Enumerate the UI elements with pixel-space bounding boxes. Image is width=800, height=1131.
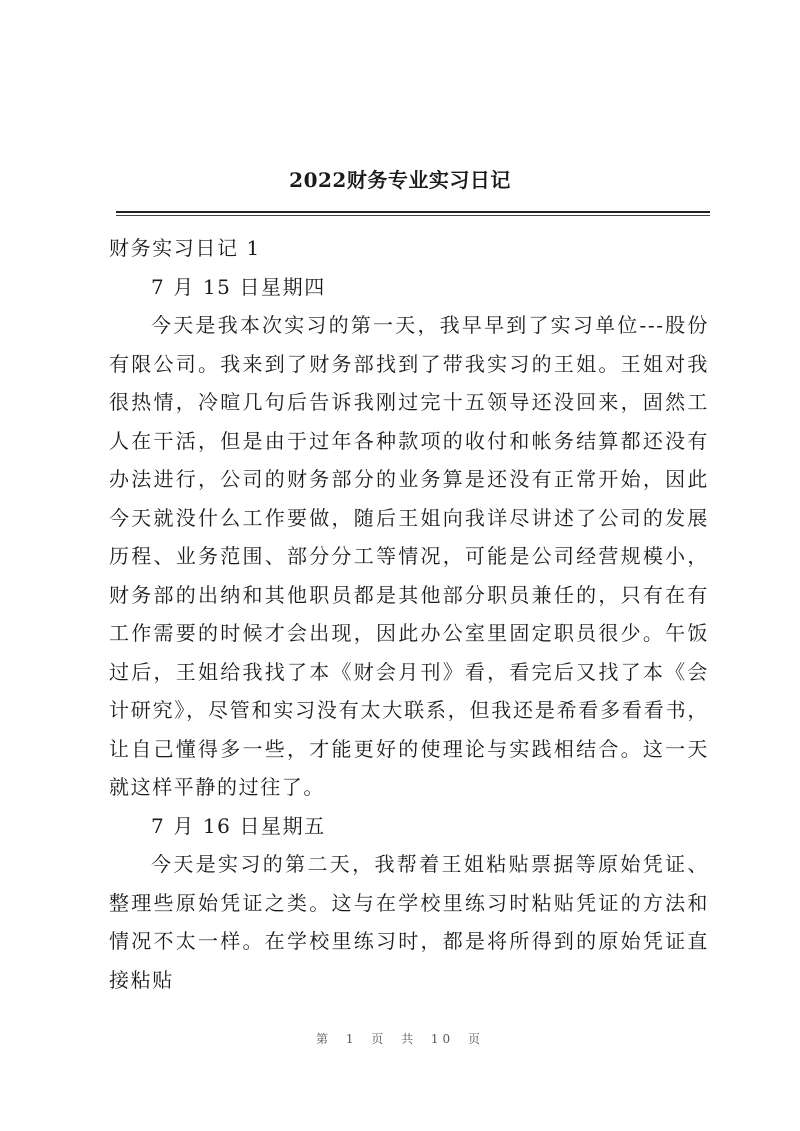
title-divider (116, 211, 710, 213)
entry-paragraph: 今天是实习的第二天，我帮着王姐粘贴票据等原始凭证、整理些原始凭证之类。这与在学校里练习时粘贴凭证的方法和情况不太一样。在学校里练习时，都是将所得到的原始凭证直接粘贴 (109, 852, 709, 992)
entry-paragraph: 今天是我本次实习的第一天，我早早到了实习单位---股份有限公司。我来到了财务部找到了带我实习的王姐。王姐对我很热情，冷暄几句后告诉我刚过完十五领导还没回来，固然工人在干活，但是由于过年各种款项的收付和帐务结算都还没有办法进行，公司的财务部分的业务算是还没有正常开始，因此今天就没什么工作要做，随后王姐向我详尽讲述了公司的发展历程、业务范围、部分分工等情况，可能是公司经营规模小，财务部的出纳和其他职员都是其他部分职员兼任的，只有在有工作需要的时候才会出现，因此办公室里固定职员很少。午饭过后，王姐给我找了本《财会月刊》看，看完后又找了本《会计研究》，尽管和实习没有太大联系，但我还是希看多看看书，让自己懂得多一些，才能更好的使理论与实践相结合。这一天就这样平静的过往了。 (109, 313, 709, 799)
entry-date: 7 月 15 日星期四 (151, 274, 326, 299)
section-heading: 财务实习日记 1 (109, 236, 261, 260)
document-title: 2022财务专业实习日记 (289, 168, 511, 192)
page-footer: 第 1 页 共 10 页 (316, 1032, 484, 1046)
entry-date: 7 月 16 日星期五 (151, 813, 326, 838)
title-divider-thin (116, 215, 710, 216)
document-body (109, 229, 709, 999)
